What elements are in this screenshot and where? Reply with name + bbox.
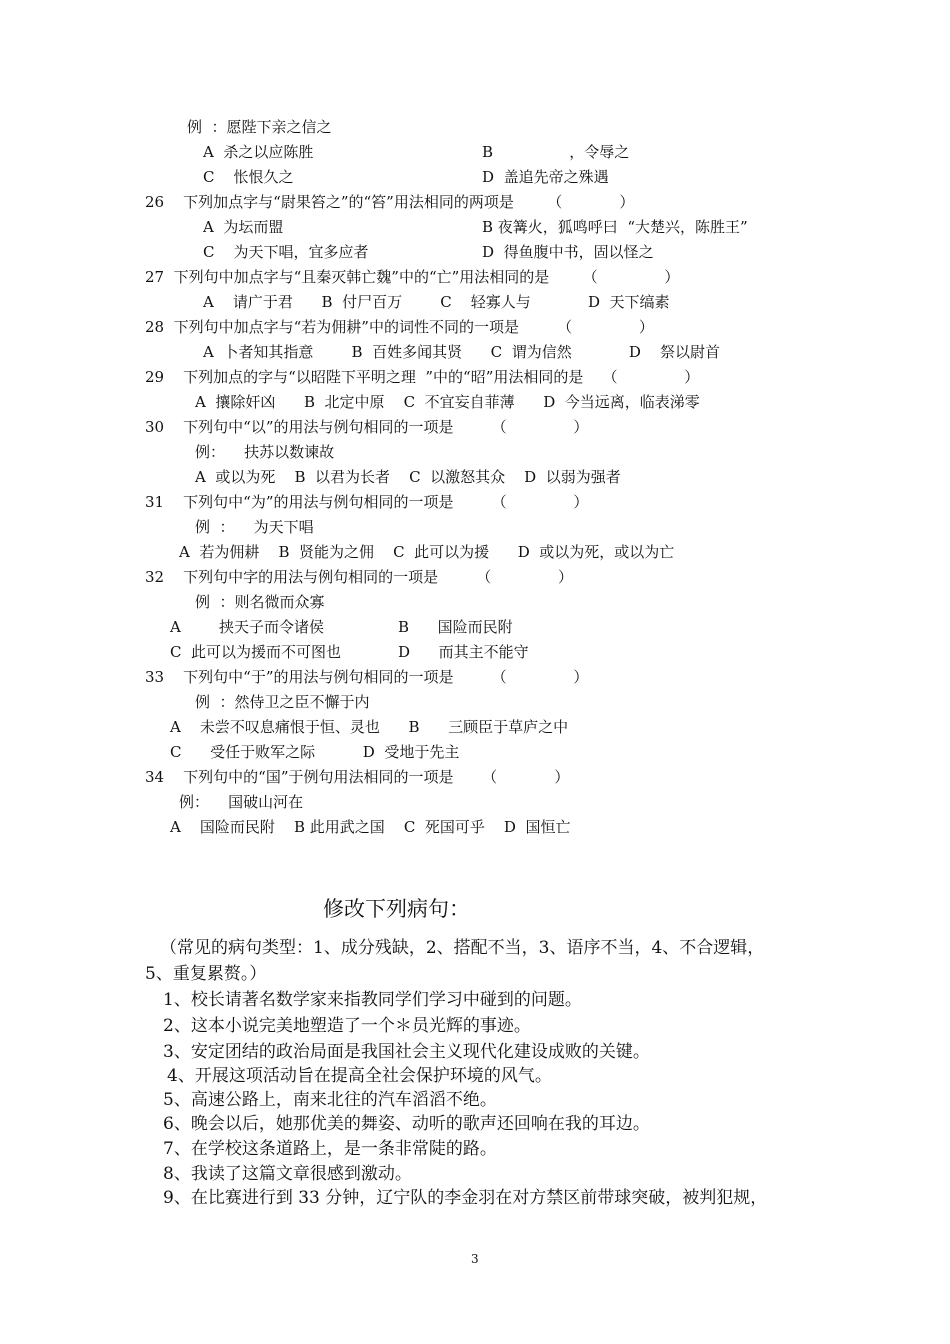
section-title: 修改下列病句： bbox=[323, 897, 470, 921]
question-34-options: A 国险而民附 B 此用武之国 C 死国可乎 D 国恒亡 bbox=[170, 818, 571, 836]
option-b: B 夜篝火，狐鸣呼曰 “大楚兴，陈胜王” bbox=[482, 218, 748, 236]
question-31-stem: 31 下列句中“为”的用法与例句相同的一项是 （ ） bbox=[145, 493, 589, 511]
list-item: 1、校长请著名数学家来指教同学们学习中碰到的问题。 bbox=[163, 990, 582, 1010]
question-30-stem: 30 下列句中“以”的用法与例句相同的一项是 （ ） bbox=[145, 418, 589, 436]
option-d: D 得鱼腹中书，固以怪之 bbox=[482, 243, 654, 261]
section-intro: （常见的病句类型：1、成分残缺，2、搭配不当，3、语序不当，4、不合逻辑， bbox=[160, 938, 765, 958]
option-a: A 杀之以应陈胜 bbox=[203, 143, 314, 161]
option-d: D 而其主不能守 bbox=[398, 643, 529, 661]
question-33-example: 例 ：然侍卫之臣不懈于内 bbox=[195, 693, 370, 711]
option-c: C 怅恨久之 bbox=[203, 168, 294, 186]
page-number: 3 bbox=[471, 1252, 479, 1266]
list-item: 7、在学校这条道路上，是一条非常陡的路。 bbox=[163, 1139, 497, 1159]
option-c: C 此可以为援而不可图也 bbox=[170, 643, 342, 661]
question-30-options: A 或以为死 B 以君为长者 C 以激怒其众 D 以弱为强者 bbox=[195, 468, 621, 486]
question-28-stem: 28 下列句中加点字与“若为佣耕”中的词性不同的一项是 （ ） bbox=[145, 318, 654, 336]
list-item: 8、我读了这篇文章很感到激动。 bbox=[163, 1164, 412, 1184]
question-33-options-ab: A 未尝不叹息痛恨于恒、灵也 B 三顾臣于草庐之中 bbox=[170, 718, 569, 736]
question-30-example: 例： 扶苏以数谏故 bbox=[195, 443, 335, 461]
question-29-options: A 攘除奸凶 B 北定中原 C 不宜妄自菲薄 D 今当远离，临表涕零 bbox=[195, 393, 700, 411]
question-27-stem: 27 下列句中加点字与“且秦灭韩亡魏”中的“亡”用法相同的是 （ ） bbox=[145, 268, 680, 286]
list-item: 3、安定团结的政治局面是我国社会主义现代化建设成败的关键。 bbox=[163, 1042, 650, 1062]
option-c: C 为天下唱，宜多应者 bbox=[203, 243, 369, 261]
question-32-stem: 32 下列句中字的用法与例句相同的一项是 （ ） bbox=[145, 568, 574, 586]
question-34-example: 例： 国破山河在 bbox=[179, 793, 304, 811]
question-33-stem: 33 下列句中“于”的用法与例句相同的一项是 （ ） bbox=[145, 668, 589, 686]
list-item: 6、晚会以后，她那优美的舞姿、动听的歌声还回响在我的耳边。 bbox=[163, 1114, 650, 1134]
option-b: B ，令辱之 bbox=[482, 143, 630, 161]
option-a: A 为坛而盟 bbox=[203, 218, 284, 236]
question-27-options: A 请广于君 B 付尸百万 C 轻寡人与 D 天下缟素 bbox=[203, 293, 670, 311]
list-item: 2、这本小说完美地塑造了一个＊员光辉的事迹。 bbox=[163, 1016, 531, 1036]
option-a: A 挟天子而令诸侯 bbox=[170, 618, 324, 636]
question-33-options-cd: C 受任于败军之际 D 受地于先主 bbox=[170, 743, 460, 761]
question-31-options: A 若为佣耕 B 贤能为之佣 C 此可以为援 D 或以为死，或以为亡 bbox=[179, 543, 675, 561]
list-item: 9、在比赛进行到 33 分钟，辽宁队的李金羽在对方禁区前带球突破，被判犯规， bbox=[163, 1188, 768, 1208]
section-intro-cont: 5、重复累赘。） bbox=[145, 964, 267, 984]
list-item: 4、开展这项活动旨在提高全社会保护环境的风气。 bbox=[167, 1066, 552, 1086]
question-29-stem: 29 下列加点的字与“以昭陛下平明之理 ”中的“昭”用法相同的是 （ ） bbox=[145, 368, 700, 386]
question-26-stem: 26 下列加点字与“尉果笞之”的“笞”用法相同的两项是 （ ） bbox=[145, 193, 635, 211]
option-d: D 盖追先帝之殊遇 bbox=[482, 168, 609, 186]
list-item: 5、高速公路上，南来北往的汽车滔滔不绝。 bbox=[163, 1090, 497, 1110]
example-line: 例 ：愿陛下亲之信之 bbox=[187, 118, 332, 136]
question-32-example: 例 ：则名微而众寡 bbox=[195, 593, 325, 611]
question-34-stem: 34 下列句中的“国”于例句用法相同的一项是 （ ） bbox=[145, 768, 570, 786]
option-b: B 国险而民附 bbox=[398, 618, 513, 636]
question-28-options: A 卜者知其指意 B 百姓多闻其贤 C 谓为信然 D 祭以尉首 bbox=[203, 343, 721, 361]
question-31-example: 例 ： 为天下唱 bbox=[195, 518, 314, 536]
